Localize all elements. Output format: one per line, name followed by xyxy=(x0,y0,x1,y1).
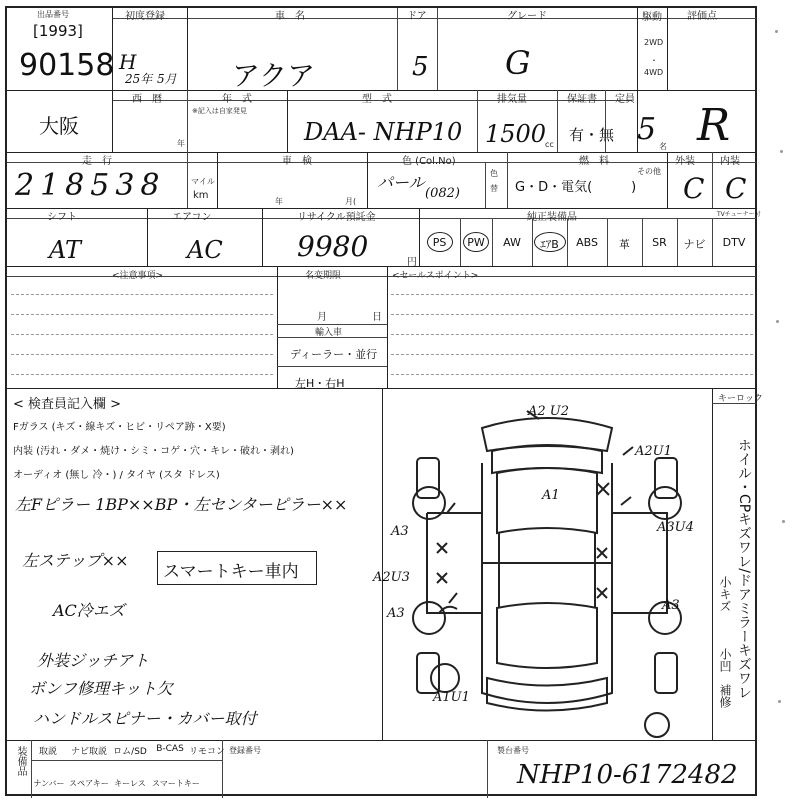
inspection-month: 月( xyxy=(345,197,357,206)
dealer-label: ディーラー・並行 xyxy=(290,348,378,361)
venue-label: 出品番号 xyxy=(37,10,69,19)
color-change-label: 色替 xyxy=(490,169,498,193)
divider xyxy=(7,208,756,209)
mileage: 218538 xyxy=(15,168,166,203)
displacement-label: 排気量 xyxy=(497,94,527,105)
capacity: 5 xyxy=(637,112,657,147)
year-suffix: 年 xyxy=(177,139,185,148)
chassis-label: 製台番号 xyxy=(497,746,529,755)
auction-sheet: 出品番号 [1993] 90158 初度登録 H 25年 5月 車 名 アクア ドア 5 グレード G 駆動 2WD ・ 4WD 評価点 R 大阪 西 暦 年 年 式 ※記入は自家発見 型 式 DAA- NHP10 排気量 1500 cc 保証書 有・無 定員 5 名 走 行 218538 マイル km 車 検 年 月( 色 (Col.No) パール (082) 色替 燃 料 その他 G・D・電気( ) 外装 C 内装 C シフト AT エアコン AC リサイクル預託金 9980 円 純正装備品 TVチューナー付 PS PW AW ｴｱB ABS 革 SR ナビ DTV <注意事項> 名変期限 月 日 輸入車 ディーラー・並行 左H・右H <セールスポイント> < 検査員記入欄 > Fガラス (キズ・線キズ・ヒビ・リペア跡・X要) 内装 (汚れ・ダメ・焼け・シミ・コゲ・穴・キレ・破れ・剥れ) オーディオ (無し 冷・) / タイヤ (スタ ドレス) 左Fピラー 1BP××BP・左センターピラー×× 左ステップ×× スマートキー車内 AC冷エズ 外装ジッチアト ボンフ修理キット欠 ハンドルスピナー・カバー取付 キーロック A2 U2 A2U1 A1 A3U4 A3 A2U3 A3 A3 A1U1 ホイル・CPキズワレ/ドアミラーキズワレ 小キズ 小凹 補修 装備品 取説 ナビ取説 ロム/SD B-CAS リモコン ナンバー スペアキー キーレス スマートキー 登録番号 製台番号 NHP10-6172482 xyxy=(5,6,757,796)
footer-item: スペアキー xyxy=(69,779,109,788)
chassis-number: NHP10-6172482 xyxy=(517,760,738,790)
car-name: アクア xyxy=(232,59,316,92)
footer-item: 取説 xyxy=(38,747,57,757)
interior-label: 内装 xyxy=(720,156,740,167)
inspector-line1: Fガラス (キズ・線キズ・ヒビ・リペア跡・X要) xyxy=(13,422,226,433)
footer-item: リモコン xyxy=(189,747,226,757)
first-reg-label: 初度登録 xyxy=(125,11,165,22)
exterior-label: 外装 xyxy=(675,156,695,167)
location: 大阪 xyxy=(39,114,79,138)
west-label: 西 暦 xyxy=(132,94,162,105)
drive-4wd: 4WD xyxy=(644,68,664,77)
equipment-label: 純正装備品 xyxy=(527,212,577,223)
damage-a2u3: A2U3 xyxy=(373,570,410,585)
exterior: C xyxy=(683,172,705,205)
damage-a1u1: A1U1 xyxy=(433,690,470,705)
repair: 補修 xyxy=(718,684,732,708)
equipment-footer-label: 装備品 xyxy=(15,746,26,776)
color-label: 色 (Col.No) xyxy=(402,156,456,167)
lot-number: 90158 xyxy=(19,48,115,83)
tv-tuner-label: TVチューナー付 xyxy=(717,211,761,218)
name-change-label: 名変期限 xyxy=(305,271,342,281)
yen-unit: 円 xyxy=(407,257,417,268)
first-reg-year: 25年 xyxy=(125,72,153,86)
fuel-other: その他 xyxy=(637,167,661,176)
small-dent: 小凹 xyxy=(718,648,732,672)
equip-leather: 革 xyxy=(619,238,630,251)
footer-item: キーレス xyxy=(114,779,146,788)
equip-navi: ナビ xyxy=(683,238,706,251)
equip-aw: AW xyxy=(503,236,521,249)
km-unit: km xyxy=(193,190,209,201)
color: パール xyxy=(377,173,425,192)
damage-a3-right: A3 xyxy=(662,598,680,613)
sales-label: <セールスポイント> xyxy=(392,271,479,281)
equip-abs: ABS xyxy=(576,236,598,249)
fuel-label: 燃 料 xyxy=(579,156,609,167)
drive-label: 駆動 xyxy=(642,12,662,23)
footer-item: B-CAS xyxy=(156,744,184,754)
fuel: G・D・電気( ) xyxy=(515,180,637,195)
equip-dtv: DTV xyxy=(722,236,746,249)
month-label: 月 xyxy=(317,312,327,323)
footer-item: ロム/SD xyxy=(113,747,147,757)
damage-a3-lower: A3 xyxy=(387,606,405,621)
capacity-label: 定員 xyxy=(615,94,635,105)
circle-mark xyxy=(427,232,453,252)
handle-label: 左H・右H xyxy=(295,377,345,390)
caution-label: <注意事項> xyxy=(112,271,164,281)
smart-key-label: スマートキー車内 xyxy=(163,562,299,582)
color-code: (082) xyxy=(425,186,460,201)
day-label: 日 xyxy=(372,312,382,323)
inspector-note-1: 左Fピラー 1BP××BP・左センターピラー×× xyxy=(15,495,348,514)
divider xyxy=(7,152,756,153)
cc-unit: cc xyxy=(545,140,554,149)
divider xyxy=(7,218,756,219)
inspection-label: 車 検 xyxy=(282,156,312,167)
reg-number-label: 登録番号 xyxy=(229,746,261,755)
ac-label: エアコン xyxy=(172,212,212,223)
car-name-label: 車 名 xyxy=(275,11,305,22)
inspector-note-4: 外装ジッチアト xyxy=(37,651,150,670)
equip-ps: PS xyxy=(432,236,447,249)
displacement: 1500 xyxy=(485,120,547,148)
mileage-label: 走 行 xyxy=(82,156,112,167)
inspection-year: 年 xyxy=(275,197,283,206)
reg-note: ※記入は自家発見 xyxy=(192,107,247,115)
grade: G xyxy=(505,44,531,82)
footer-item: ナンバー xyxy=(33,779,65,788)
model-label: 型 式 xyxy=(362,94,392,105)
side-notes: ホイル・CPキズワレ/ドアミラーキズワレ xyxy=(736,438,752,699)
small-scratch: 小キズ xyxy=(718,576,732,612)
damage-a1: A1 xyxy=(542,488,560,503)
inspector-note-5: ボンフ修理キット欠 xyxy=(29,679,173,698)
doors: 5 xyxy=(412,52,429,82)
shift: AT xyxy=(49,236,82,264)
damage-a3u4: A3U4 xyxy=(657,520,694,535)
import-label: 輸入車 xyxy=(315,328,343,338)
inspector-line3: オーディオ (無し 冷・) / タイヤ (スタ ドレス) xyxy=(13,470,220,481)
doors-label: ドア xyxy=(407,11,427,22)
warranty: 有・無 xyxy=(569,126,615,144)
venue-year: [1993] xyxy=(33,22,83,40)
equip-airbag: ｴｱB xyxy=(540,238,559,251)
mile-unit: マイル xyxy=(191,177,215,186)
capacity-unit: 名 xyxy=(659,142,667,151)
divider xyxy=(7,266,756,267)
score: R xyxy=(697,100,731,151)
equip-pw: PW xyxy=(467,236,485,249)
inspector-note-6: ハンドルスピナー・カバー取付 xyxy=(33,709,257,728)
model: DAA- NHP10 xyxy=(304,118,463,146)
first-reg-era: H xyxy=(119,50,137,74)
recycle: 9980 xyxy=(297,230,369,263)
warranty-label: 保証書 xyxy=(567,94,597,105)
inspector-note-2: 左ステップ×× xyxy=(22,551,129,570)
drive-2wd: 2WD xyxy=(644,38,664,47)
recycle-label: リサイクル預託金 xyxy=(297,212,376,223)
circle-mark xyxy=(534,232,566,252)
shift-label: シフト xyxy=(47,212,77,223)
footer-item: スマートキー xyxy=(152,779,200,788)
footer-item: ナビ取説 xyxy=(70,747,107,757)
damage-a3-upper: A3 xyxy=(391,524,409,539)
reg-label: 年 式 xyxy=(222,94,252,105)
inspector-title: < 検査員記入欄 > xyxy=(13,397,122,412)
divider xyxy=(7,162,756,163)
inspector-line2: 内装 (汚れ・ダメ・焼け・シミ・コゲ・穴・キレ・破れ・剥れ) xyxy=(13,446,294,457)
damage-a2u1: A2U1 xyxy=(635,444,672,459)
divider xyxy=(7,740,756,741)
interior: C xyxy=(725,172,747,205)
circle-mark xyxy=(463,232,489,252)
ac: AC xyxy=(187,236,223,264)
grade-label: グレード xyxy=(507,11,547,22)
keylock-label: キーロック xyxy=(718,394,763,404)
first-reg-month: 5月 xyxy=(157,72,177,86)
equip-sr: SR xyxy=(652,236,667,249)
inspector-note-3: AC冷エズ xyxy=(53,601,125,620)
score-label: 評価点 xyxy=(687,11,717,22)
damage-a2u2-top: A2 U2 xyxy=(528,404,570,419)
